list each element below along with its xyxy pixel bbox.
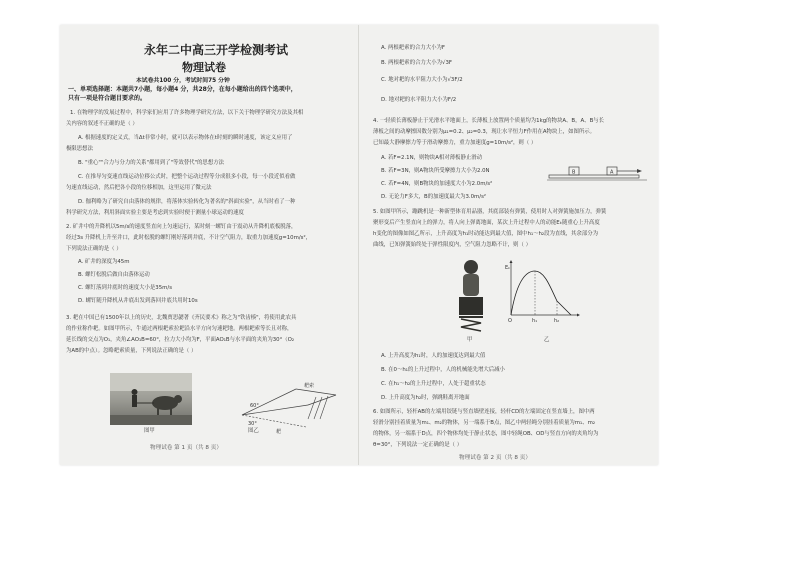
q3-option-a: A. 两根耙索的合力大小为F: [381, 45, 446, 51]
angle-60-label: 60°: [250, 403, 259, 409]
plank-blocks-diagram: [547, 163, 649, 185]
section1-heading-line2: 只有一项是符合题目要求的。: [68, 95, 147, 102]
q3-option-d: D. 地对耙的水平阻力大小为F/2: [381, 97, 457, 103]
q5-line: 5. 如图甲所示，蹦跳机是一种新型体育用品器，其底部装有弹簧，使用时人对弹簧施加压力，弹簧: [373, 209, 607, 215]
q5-option-a: A. 上升高度为h₁时，人的加速度达到最大值: [381, 353, 486, 359]
q4-option-c: C. 若F=4N，则B物块的加速度大小为2.0m/s²: [381, 181, 493, 187]
q6-line: θ=30°，下列说法一定正确的是（ ）: [373, 442, 463, 448]
figure-yi-caption: 图乙: [248, 428, 259, 434]
figure-jia-caption: 图甲: [144, 428, 155, 434]
q3-line: 为AB的中点）。忽略耙索质量，下列说法正确的是（ ）: [66, 348, 197, 354]
q2-option-b: B. 螺钉松脱后做自由落体运动: [78, 272, 150, 278]
q2-option-c: C. 螺钉落到井底时的速度大小是35m/s: [78, 285, 173, 291]
block-a-label: A: [610, 169, 614, 176]
q4-line: 4. 一轻质长薄板静止于光滑水平地面上，长薄板上放置两个质量均为1kg的物块A、B，A、B与长: [373, 118, 605, 124]
q1-option-d: D. 伽利略为了研究自由落体的规律，将落体实验转化为著名的"斜面实验"，从当时看了一种: [78, 199, 296, 205]
q3-option-c: C. 地对耙的水平阻力大小为√3F/2: [381, 77, 463, 83]
page-1-footer: 物理试卷 第 1 页（共 8 页）: [150, 445, 222, 451]
q5-option-b: B. 在0～h₁的上升过程中，人的机械能先增大后减小: [381, 367, 505, 373]
q4-line: 薄板之间的动摩擦因数分别为μ₁=0.2、μ₂=0.3，现让水平恒力F作用在A物块上，如图所示。: [373, 129, 596, 135]
q6-line: 轻滑分别挂着质量为m₁、m₂的物体，另一端系于B点，图乙中两轻绳分别挂着质量为m₁、m₂: [373, 420, 596, 426]
q4-line: 已知最大静摩擦力等于滑动摩擦力，重力加速度g=10m/s²，则（ ）: [373, 140, 537, 146]
ox-plowing-photo: [110, 373, 192, 425]
q2-line: 下列说法正确的是（ ）: [66, 246, 122, 252]
ox-plowing-illustration: [110, 373, 192, 425]
ek-axis-label: Eₖ: [505, 265, 511, 271]
pogo-jumper-figure: [451, 257, 491, 335]
q6-line: 6. 如图所示，轻杆AB的左端用铰链与竖直墙壁连接，轻杆CD的左端固定在竖直墙上，图中两: [373, 409, 595, 415]
origin-label: O: [508, 318, 512, 323]
harrow-label: 耙: [276, 429, 282, 435]
q2-option-d: D. 螺钉随升降机从井底出发到落回井底共用时10s: [78, 298, 198, 304]
q3-option-b: B. 两根耙索的合力大小为√3F: [381, 60, 452, 66]
q2-line: 经过3s 升降机上升至井口，此时松脱的螺钉刚好落到井底，不计空气阻力，取重力加速度g=10m/s²，: [66, 235, 312, 241]
q4-option-b: B. 若F=3N，则A物块所受摩擦力大小为2.0N: [381, 168, 490, 174]
exam-info: 本试卷共100 分，考试时间75 分钟: [136, 78, 230, 84]
q1-option-c-cont: 匀速直线运动，然后把各小段的位移相加，这里运用了微元法: [66, 185, 212, 191]
q5-option-c: C. 在h₁～h₂的上升过程中，人处于超重状态: [381, 381, 486, 387]
angle-30-label: 30°: [248, 421, 257, 427]
block-b-label: B: [572, 169, 576, 176]
q1-line: 1. 在物理学的发展过程中，科学家们应用了许多物理学研究方法，以下关于物理学研究方法及其相: [70, 110, 304, 116]
q5-line: 曲线，已知弹簧始终处于弹性限度内，空气阻力忽略不计，则（ ）: [373, 242, 532, 248]
q5-line: h变化的图像如图乙所示，上升高度为h₁时动能达到最大值，图中h₁～h₂段为直线，其余部分为: [373, 231, 598, 237]
q1-option-d-cont: 科学研究方法，利用斜面实验主要是考虑到实验时便于测量小球运动的速度: [66, 210, 244, 216]
q1-option-a-cont: 极限思想法: [66, 146, 93, 152]
q1-option-a: A. 根据速度的定义式，当Δt非常小时，就可以表示物体在t时刻的瞬时速度，该定义应用了: [78, 135, 293, 141]
school-exam-title: 永年二中高三开学检测考试: [144, 43, 289, 57]
q6-line: 的物体，另一端系于D点，四个物体均处于静止状态，图中轻绳OB、OD与竖直方向的夹角均为: [373, 431, 599, 437]
exam-page-1: [60, 25, 359, 465]
q1-line: 关内容的叙述不正确的是（ ）: [66, 121, 138, 127]
q5-line: 聚形变后产生竖直向上的弹力，将人向上弹离地面，某次上升过程中人的动能Eₖ随重心上升高度: [373, 220, 600, 226]
q5-option-d: D. 上升高度为h₂时，弹跳鞋离开地面: [381, 395, 470, 401]
h2-label: h₂: [554, 318, 560, 323]
figure-yi-caption: 乙: [544, 337, 550, 343]
harrow-force-diagram: [236, 375, 346, 435]
page-2-footer: 物理试卷 第 2 页（共 8 页）: [459, 455, 531, 461]
q2-line: 2. 矿井中的升降机以5m/s的速度竖直向上匀速运行，某时刻一螺钉由于震动从升降机底板脱落，: [66, 224, 297, 230]
kinetic-energy-height-graph: [505, 259, 581, 323]
h1-label: h₁: [532, 318, 538, 323]
q4-option-a: A. 若F=2.1N，则物块A相对薄板静止滑动: [381, 155, 483, 161]
exam-sheet: [60, 25, 658, 465]
subject-title: 物理试卷: [182, 61, 226, 74]
q1-option-b: B. "重心""合力与分力的关系"都用到了"等效替代"的思想方法: [78, 160, 224, 166]
exam-page-2: [359, 25, 658, 465]
q3-line: 3. 耙在中国已有1500年以上的历史，北魏贾思勰著《齐民要术》称之为"铁齿楱"，将使用此农具: [66, 315, 297, 321]
q2-option-a: A. 矿井的深度为45m: [78, 259, 130, 265]
rope-label: 耙索: [304, 383, 315, 389]
q3-line: 的作业称作耙。如图甲所示，牛通过两根耙索拉耙沿水平方向匀速耙地。两根耙索等长且对称，: [66, 326, 293, 332]
q4-option-d: D. 无论力F多大，B的加速度最大为3.0m/s²: [381, 194, 487, 200]
q1-option-c: C. 在推导匀变速直线运动位移公式时，把整个运动过程等分成很多小段，每一小段近似看做: [78, 174, 296, 180]
q3-line: 延长线的交点为O₁，夹角∠AO₁B=60°，拉力大小均为F，平面AO₁B与水平面的夹角为30°（O₂: [66, 337, 295, 343]
figure-jia-caption: 甲: [467, 337, 473, 343]
section1-heading: 一、单项选择题：本题共7小题，每小题4 分，共28分，在每小题给出的四个选项中，: [68, 86, 297, 93]
